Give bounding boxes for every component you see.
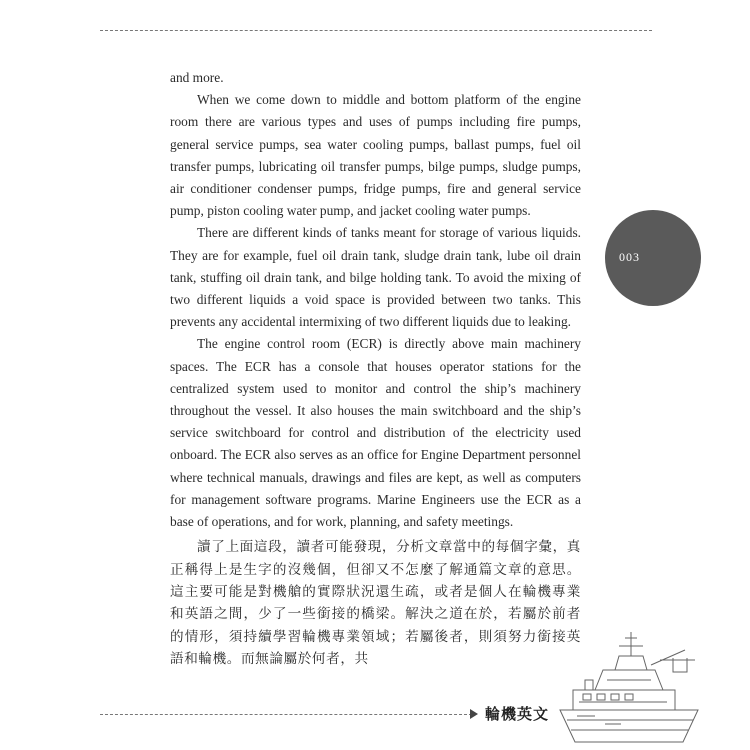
paragraph-chinese: 讀了上面這段，讀者可能發現，分析文章當中的每個字彙，真正稱得上是生字的沒幾個，但卻又不怎麼了解通篇文章的意思。這主要可能是對機艙的實際狀況還生疏，或者是個人在輪機專業和英語之間，少了一些銜接的橋梁。解決之道在於，若屬於前者的情形，須持續學習輪機專業領域；若屬後者，則須努力銜接英語和輪機。而無論屬於何者，共 (170, 539, 581, 668)
ship-illustration (555, 620, 705, 750)
arrow-right-icon (470, 709, 478, 719)
paragraph-tanks: There are different kinds of tanks meant for storage of various liquids. They are for example, fuel oil drain tank, sludge drain tank, lube oil drain tank, stuffing oil drain tank, and bilge holding tank. To avoid the mixing of two different liquids a void space is provided between two tanks. This prevents any accidental intermixing of two different liquids due to leaking. (170, 225, 581, 330)
paragraph-pumps: When we come down to middle and bottom platform of the engine room there are various types and uses of pumps including fire pumps, general service pumps, sea water cooling pumps, ballast pumps, fuel oil transfer pumps, lubricating oil transfer pumps, bilge pumps, sludge pumps, air conditioner condenser pumps, fridge pumps, fire and general service pump, piston cooling water pump, and jacket cooling water pumps. (170, 92, 581, 219)
footer-book-title: 輪機英文 (485, 705, 550, 723)
top-dashed-rule (100, 30, 652, 31)
bottom-dashed-rule (100, 714, 472, 715)
paragraph-ecr: The engine control room (ECR) is directly above main machinery spaces. The ECR has a console that houses operator stations for the centralized system used to monitor and control the ship’s machinery throughout the vessel. It also houses the main switchboard and the ship’s service switchboard for control and distribution of the electricity used onboard. The ECR also serves as an office for Engine Department personnel where technical manuals, drawings and files are kept, as well as computers for management software programs. Marine Engineers use the ECR as a base of operations, and for work, planning, and safety meetings. (170, 336, 581, 530)
paragraph-continuation: and more. (170, 70, 224, 85)
main-text (170, 67, 581, 671)
page-number: 003 (619, 250, 640, 264)
